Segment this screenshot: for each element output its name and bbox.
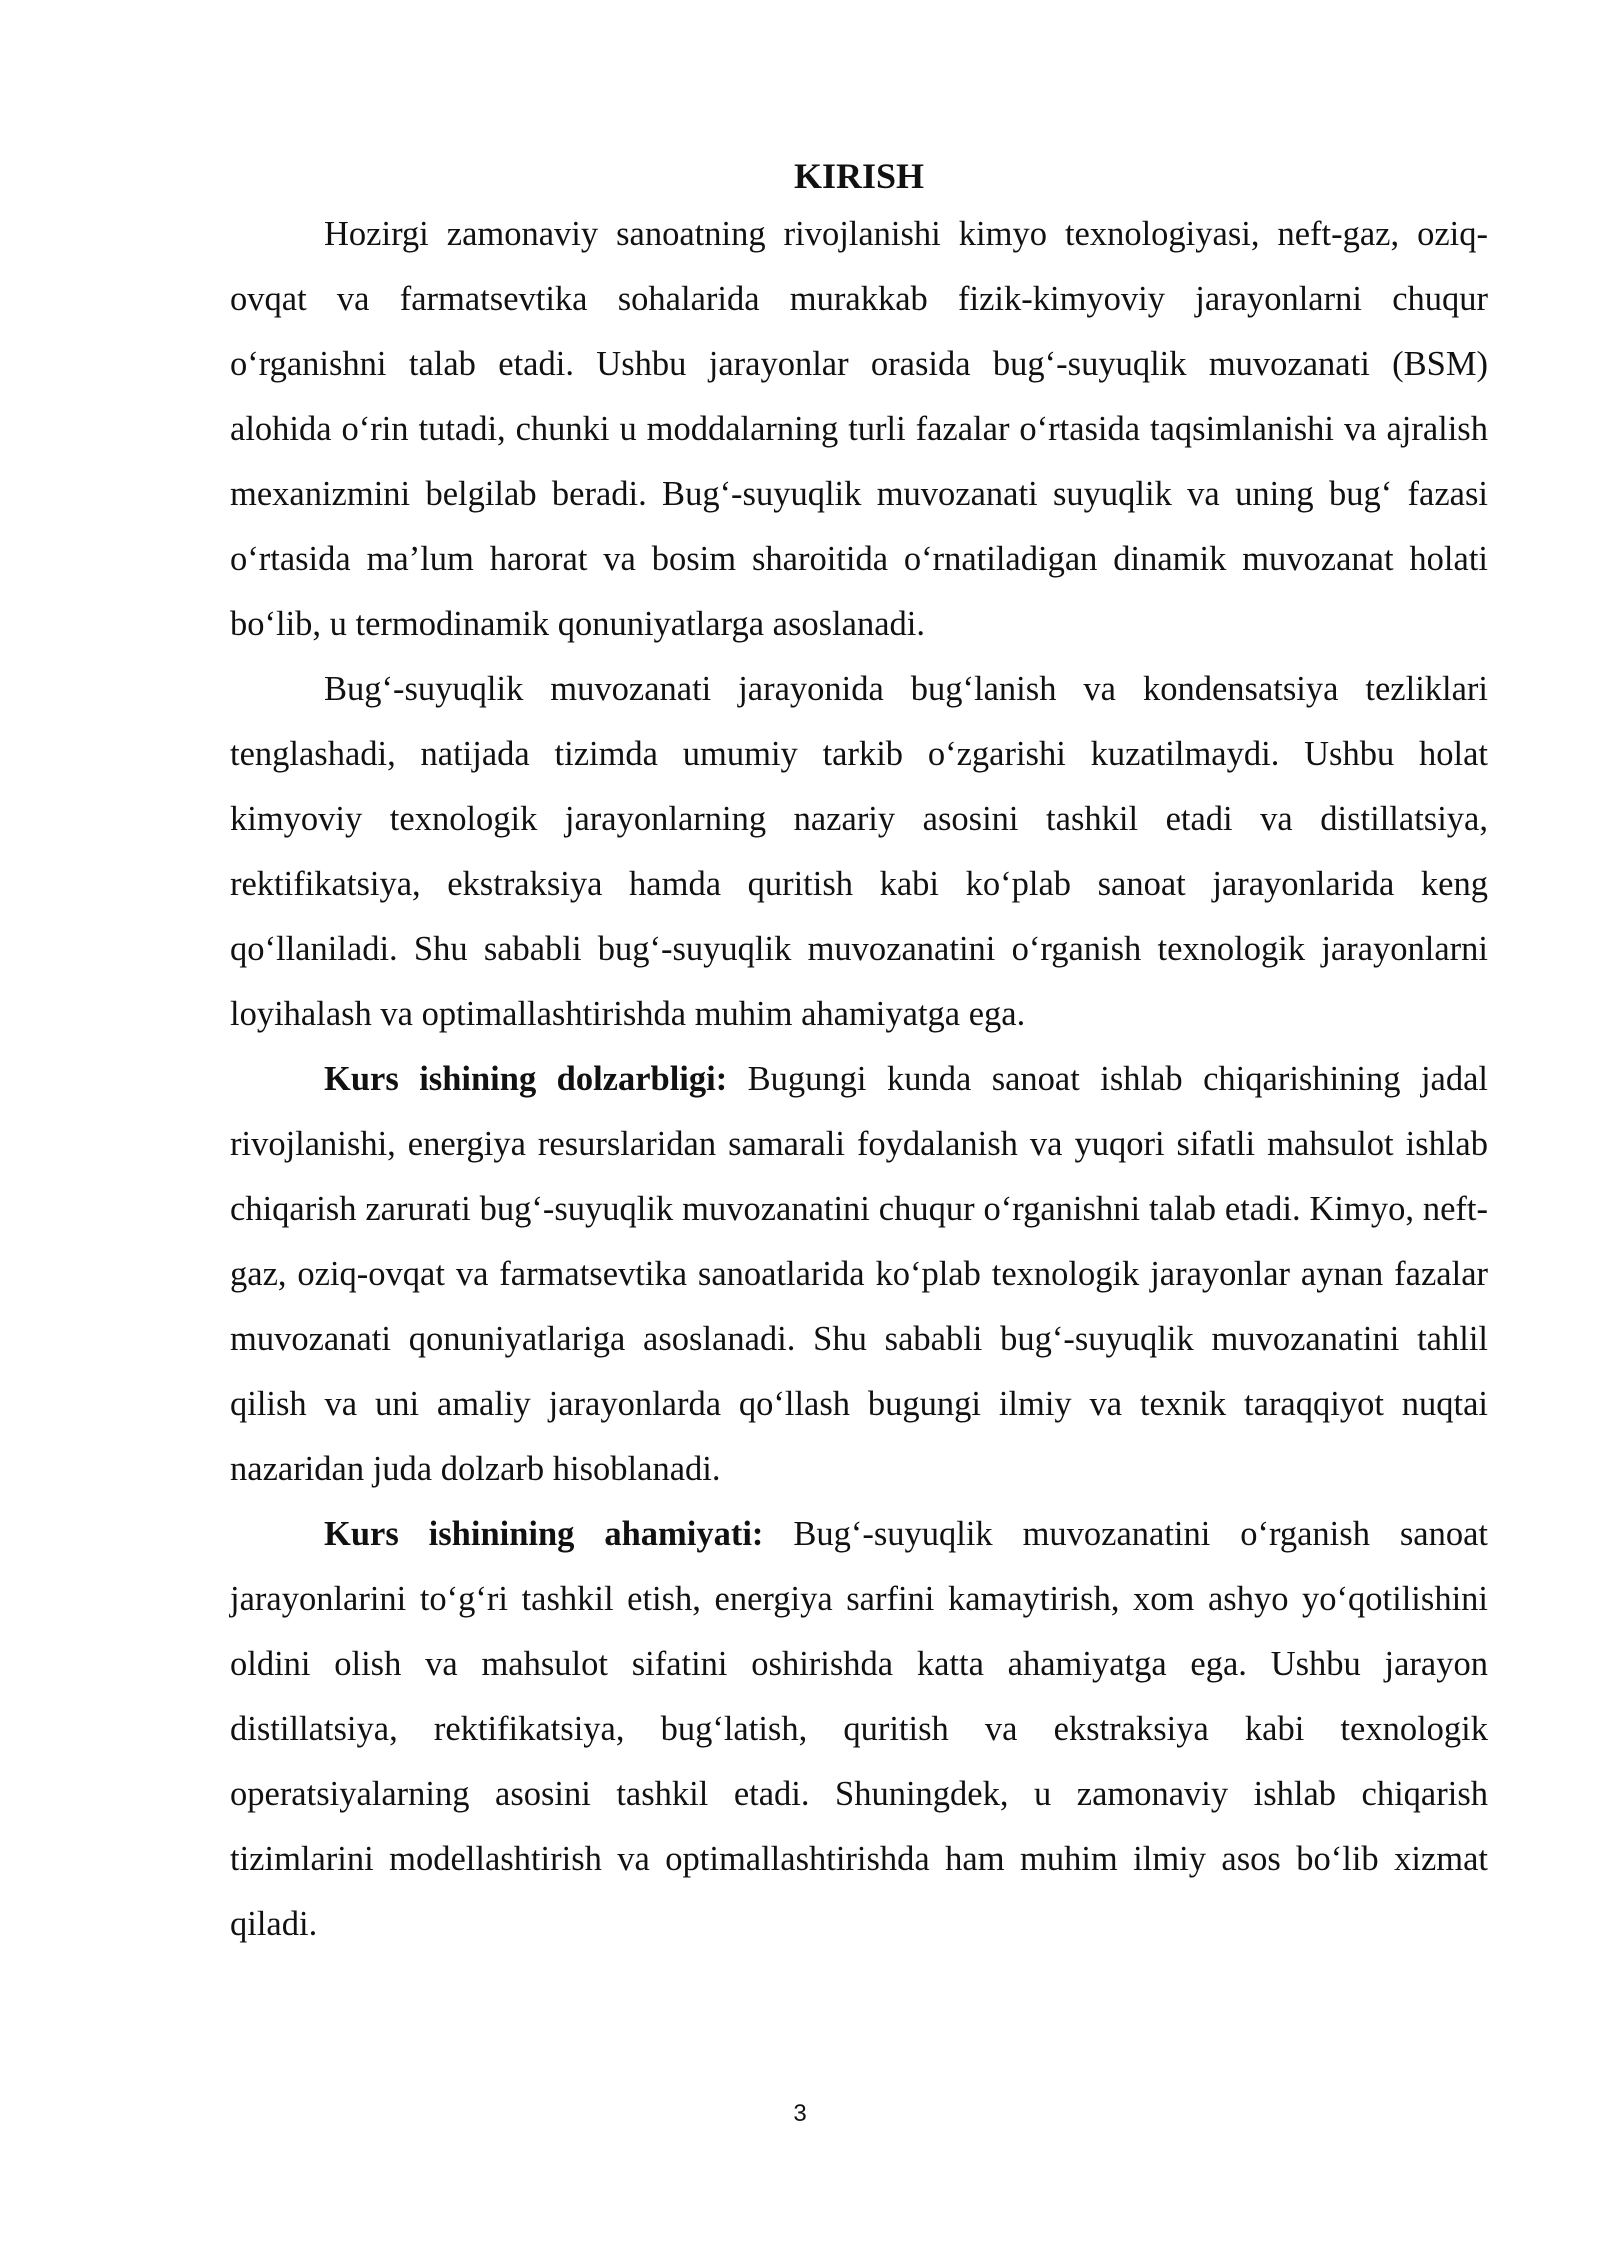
paragraph-relevance — [230, 1047, 1488, 1502]
paragraph-lead: Kurs ishinining ahamiyati: — [324, 1515, 764, 1553]
paragraph-text: Hozirgi zamonaviy sanoatning rivojlanishi kimyo texnologiyasi, neft-gaz, oziq-ovqat va farmatsevtika sohalarida murakkab fizik-kimyoviy jarayonlarni chuqur o‘rganishni talab etadi. Ushbu jarayonlar orasida bug‘-suyuqlik muvozanati (BSM) alohida o‘rin tutadi, chunki u moddalarning turli fazalar o‘rtasida taqsimlanishi va ajralish mexanizmini belgilab beradi. Bug‘-suyuqlik muvozanati suyuqlik va uning bug‘ fazasi o‘rtasida ma’lum harorat va bosim sharoitida o‘rnatiladigan dinamik muvozanat holati bo‘lib, u termodinamik qonuniyatlarga asoslanadi. — [230, 215, 1488, 643]
page-body — [230, 150, 1488, 1957]
page-title: KIRISH — [793, 156, 925, 196]
paragraph-equilibrium — [230, 657, 1488, 1047]
paragraph-text: Bugungi kunda sanoat ishlab chiqarishining jadal rivojlanishi, energiya resurslaridan samarali foydalanish va yuqori sifatli mahsulot ishlab chiqarish zarurati bug‘-suyuqlik muvozanatini chuqur o‘rganishni talab etadi. Kimyo, neft-gaz, oziq-ovqat va farmatsevtika sanoatlarida ko‘plab texnologik jarayonlar aynan fazalar muvozanati qonuniyatlariga asoslanadi. Shu sababli bug‘-suyuqlik muvozanatini tahlil qilish va uni amaliy jarayonlarda qo‘llash bugungi ilmiy va texnik taraqqiyot nuqtai nazaridan juda dolzarb hisoblanadi. — [230, 1060, 1488, 1488]
paragraph-lead: Kurs ishining dolzarbligi: — [324, 1060, 728, 1098]
paragraph-intro — [230, 202, 1488, 657]
paragraph-text: Bug‘-suyuqlik muvozanati jarayonida bug‘lanish va kondensatsiya tezliklari tenglashadi, natijada tizimda umumiy tarkib o‘zgarishi kuzatilmaydi. Ushbu holat kimyoviy texnologik jarayonlarning nazariy asosini tashkil etadi va distillatsiya, rektifikatsiya, ekstraksiya hamda quritish kabi ko‘plab sanoat jarayonlarida keng qo‘llaniladi. Shu sababli bug‘-suyuqlik muvozanatini o‘rganish texnologik jarayonlarni loyihalash va optimallashtirishda muhim ahamiyatga ega. — [230, 670, 1488, 1033]
page-number: 3 — [793, 2100, 807, 2127]
paragraph-importance — [230, 1502, 1488, 1957]
paragraph-text: Bug‘-suyuqlik muvozanatini o‘rganish sanoat jarayonlarini to‘g‘ri tashkil etish, energiya sarfini kamaytirish, xom ashyo yo‘qotilishini oldini olish va mahsulot sifatini oshirishda katta ahamiyatga ega. Ushbu jarayon distillatsiya, rektifikatsiya, bug‘latish, quritish va ekstraksiya kabi texnologik operatsiyalarning asosini tashkil etadi. Shuningdek, u zamonaviy ishlab chiqarish tizimlarini modellashtirish va optimallashtirishda ham muhim ilmiy asos bo‘lib xizmat qiladi. — [230, 1515, 1488, 1943]
